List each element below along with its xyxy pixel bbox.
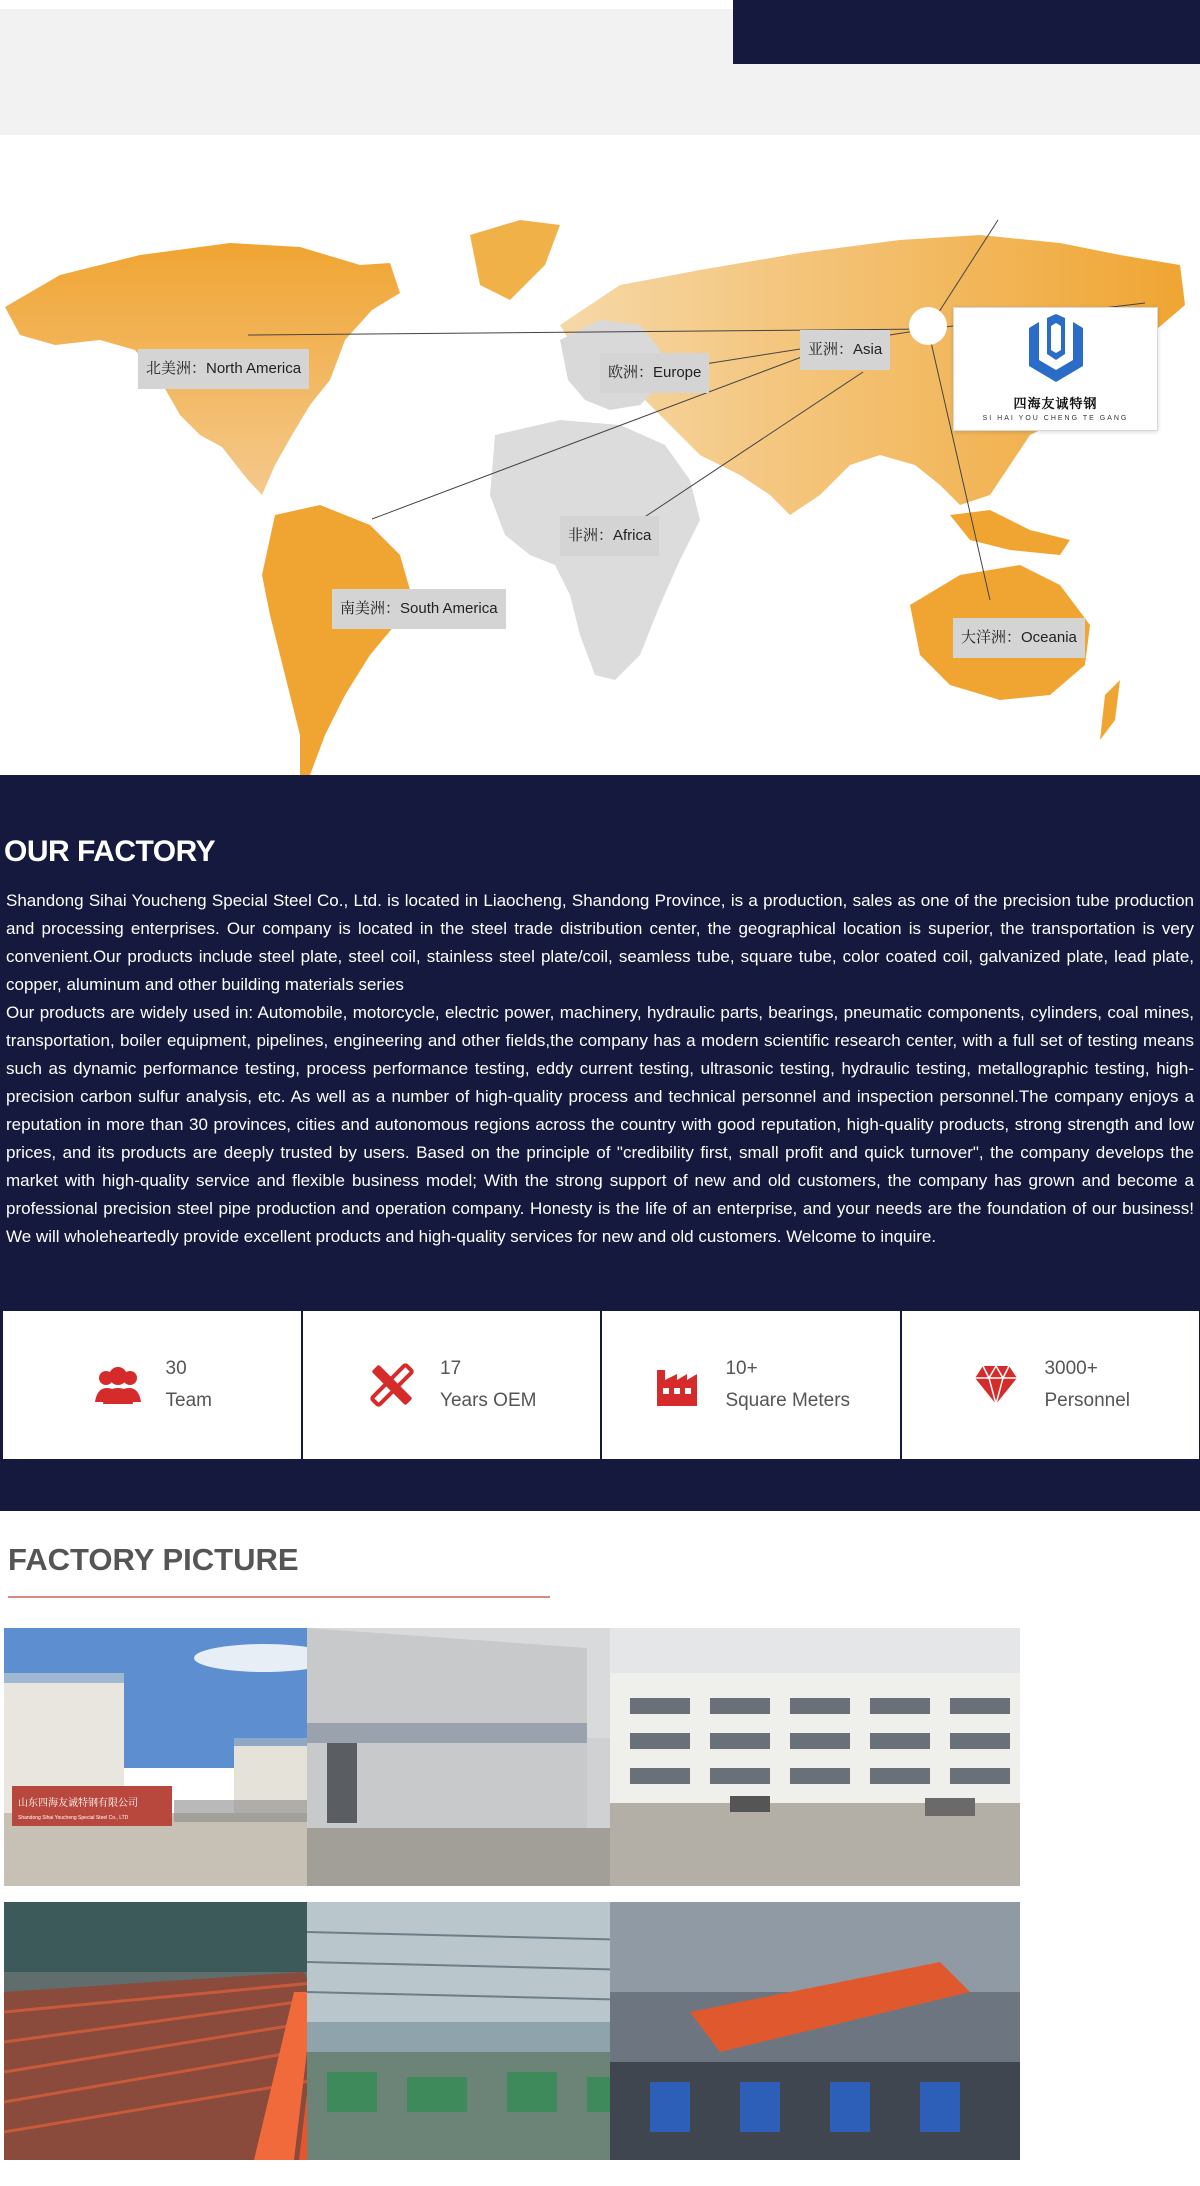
world-map [0,135,1200,775]
region-label-oceania: 大洋洲：Oceania [953,618,1085,658]
our-factory-section [0,775,1200,1511]
section-title-underline [8,1596,550,1598]
region-label-north-america: 北美洲：North America [138,349,309,389]
company-logo-card [953,307,1158,431]
stat-square-meters [602,1311,902,1459]
logo-chinese-name: 四海友诚特钢 [1013,397,1098,412]
logo-english-name: SI HAI YOU CHENG TE GANG [982,415,1129,422]
stat-area-value: 10+ [725,1358,758,1379]
region-label-europe: 欧洲：Europe [600,353,709,393]
world-map-section [0,135,1200,775]
top-navy-block [733,0,1200,64]
factory-sign-text-en: Shandong Sihai Youcheng Special Steel Co., LTD [18,1815,129,1821]
factory-picture-grid [4,1628,1200,2160]
stat-team-label: Team [165,1390,212,1411]
factory-description [6,887,1194,1251]
team-icon [92,1363,144,1407]
region-label-south-america: 南美洲：South America [332,589,506,629]
asia-hub-dot [909,307,947,345]
stat-area-label: Square Meters [725,1390,851,1411]
diamond-icon [970,1363,1022,1407]
stat-team-value: 30 [165,1358,187,1379]
section-title-our-factory: OUR FACTORY [4,835,216,868]
new-zealand-shape [1100,680,1120,740]
company-logo-icon [1025,314,1087,384]
south-america-shape [262,505,410,775]
stat-team [3,1311,303,1459]
top-white-bar [0,0,810,9]
office-building-photo[interactable] [610,1628,1020,1886]
stats-bar [3,1311,1199,1459]
factory-icon [651,1363,703,1407]
pencil-ruler-icon [366,1363,418,1407]
stat-personnel-value: 3000+ [1044,1358,1098,1379]
factory-sign-text: 山东四海友诚特钢有限公司 [18,1798,138,1809]
stat-years-oem [303,1311,603,1459]
stat-years-value: 17 [440,1358,462,1379]
region-label-africa: 非洲：Africa [560,516,659,556]
stat-personnel [902,1311,1200,1459]
region-label-asia: 亚洲：Asia [800,330,890,370]
factory-paragraph-2: Our products are widely used in: Automobile, motorcycle, electric power, machinery, hydraulic parts, bearings, pneumatic components, cylinders, coal mines, transportation, boiler equipment, pipelines, engineering and other fields,the company has a modern scientific research center, with a full set of testing means such as dynamic performance testing, process performance testing, eddy current testing, ultrasonic testing, hydraulic testing, metallographic testing, high-precision carbon sulfur analysis, etc. As well as a number of high-quality process and technical personnel and inspection personnel.The company enjoys a reputation in more than 30 provinces, cities and autonomous regions across the country with good reputation, high-quality products, strong strength and low prices, and its products are deeply trusted by users. Based on the principle of "credibility first, small profit and quick turnover", the company develops the market with high-quality service and flexible business model; With the strong support of new and old customers, the company has grown and become a professional precision steel pipe production and operation company. Honesty is the life of an enterprise, and your needs are the foundation of our business! We will wholeheartedly provide excellent products and high-quality services for new and old customers. Welcome to inquire. [6,1003,1194,1246]
section-title-factory-picture: FACTORY PICTURE [8,1542,299,1577]
sea-islands-shape [950,510,1070,555]
stat-years-label: Years OEM [440,1390,537,1411]
top-strip [0,0,1200,135]
rolling-mill-photo[interactable] [610,1902,1020,2160]
greenland-shape [470,220,560,300]
factory-paragraph-1: Shandong Sihai Youcheng Special Steel Co., Ltd. is located in Liaocheng, Shandong Province, is a production, sales as one of the precision tube production and processing enterprises. Our company is located in the steel trade distribution center, the geographical location is superior, the transportation is very convenient.Our products include steel plate, steel coil, stainless steel plate/coil, seamless tube, square tube, color coated coil, galvanized plate, lead plate, copper, aluminum and other building materials series [6,891,1194,994]
stat-personnel-label: Personnel [1044,1390,1131,1411]
